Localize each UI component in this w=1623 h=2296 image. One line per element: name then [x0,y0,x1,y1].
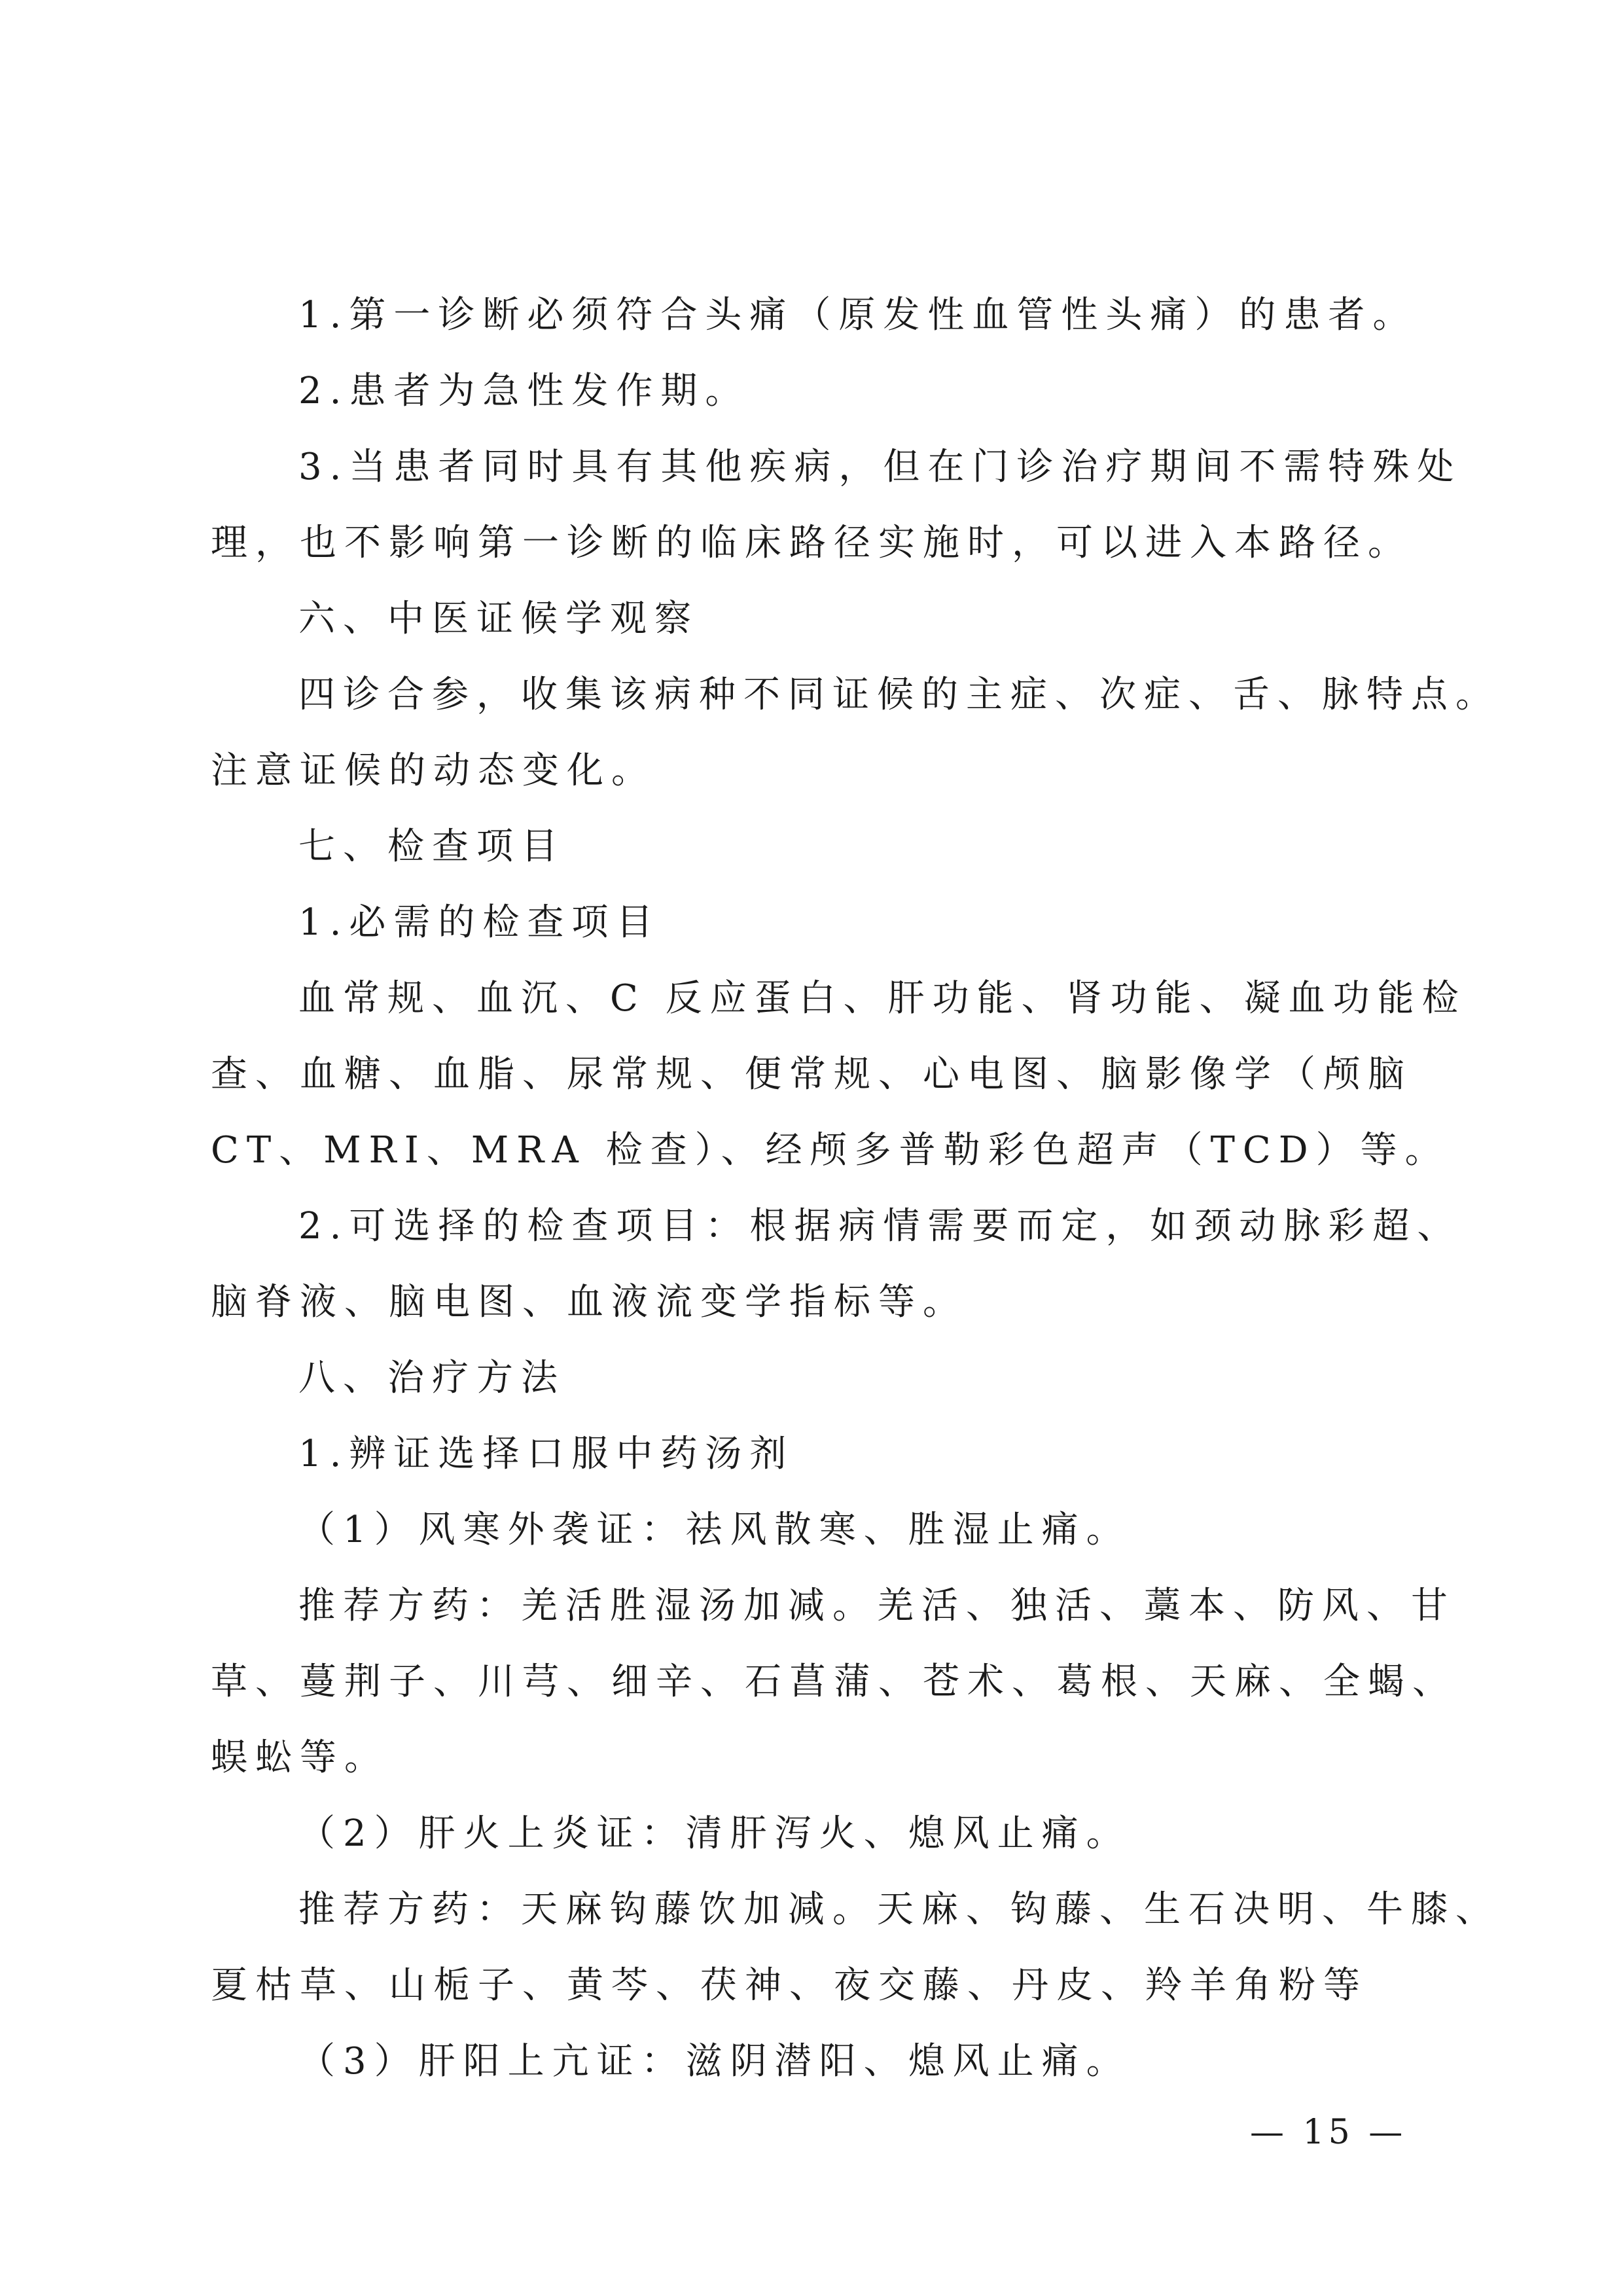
text-line: （1）风寒外袭证：祛风散寒、胜湿止痛。 [298,1509,1131,1551]
text-line: 推荐方药：羌活胜湿汤加减。羌活、独活、藁本、防风、甘 [298,1585,1455,1627]
text-line: 草、蔓荆子、川芎、细辛、石菖蒲、苍术、葛根、天麻、全蝎、 [211,1660,1457,1703]
text-line: 蜈蚣等。 [211,1736,389,1779]
text-line: （2）肝火上炎证：清肝泻火、熄风止痛。 [298,1812,1131,1855]
text-line: 推荐方药：天麻钩藤饮加减。天麻、钩藤、生石决明、牛膝、 [298,1888,1500,1931]
text-line: 2.患者为急性发作期。 [298,370,750,412]
section-heading: 七、检查项目 [298,825,565,868]
text-line: 1.辨证选择口服中药汤剂 [298,1433,794,1475]
text-line: 3.当患者同时具有其他疾病，但在门诊治疗期间不需特殊处 [298,446,1462,488]
page-number: — 15 — [1250,2113,1407,2152]
text-line: 1.第一诊断必须符合头痛（原发性血管性头痛）的患者。 [298,294,1418,336]
text-line: 理，也不影响第一诊断的临床路径实施时，可以进入本路径。 [211,522,1412,564]
section-heading: 八、治疗方法 [298,1357,565,1399]
text-line: CT、MRI、MRA 检查）、经颅多普勒彩色超声（TCD）等。 [211,1129,1450,1172]
text-line: 血常规、血沉、C 反应蛋白、肝功能、肾功能、凝血功能检 [298,977,1467,1020]
text-line: 1.必需的检查项目 [298,901,661,944]
text-line: 四诊合参，收集该病种不同证候的主症、次症、舌、脉特点。 [298,673,1500,716]
text-line: （3）肝阳上亢证：滋阴潜阳、熄风止痛。 [298,2040,1131,2083]
text-line: 脑脊液、脑电图、血液流变学指标等。 [211,1281,967,1323]
text-line: 查、血糖、血脂、尿常规、便常规、心电图、脑影像学（颅脑 [211,1053,1412,1096]
text-line: 2.可选择的检查项目：根据病情需要而定，如颈动脉彩超、 [298,1205,1462,1247]
text-line: 注意证候的动态变化。 [211,749,656,792]
text-line: 夏枯草、山栀子、黄芩、茯神、夜交藤、丹皮、羚羊角粉等 [211,1964,1368,2007]
section-heading: 六、中医证候学观察 [298,598,699,640]
